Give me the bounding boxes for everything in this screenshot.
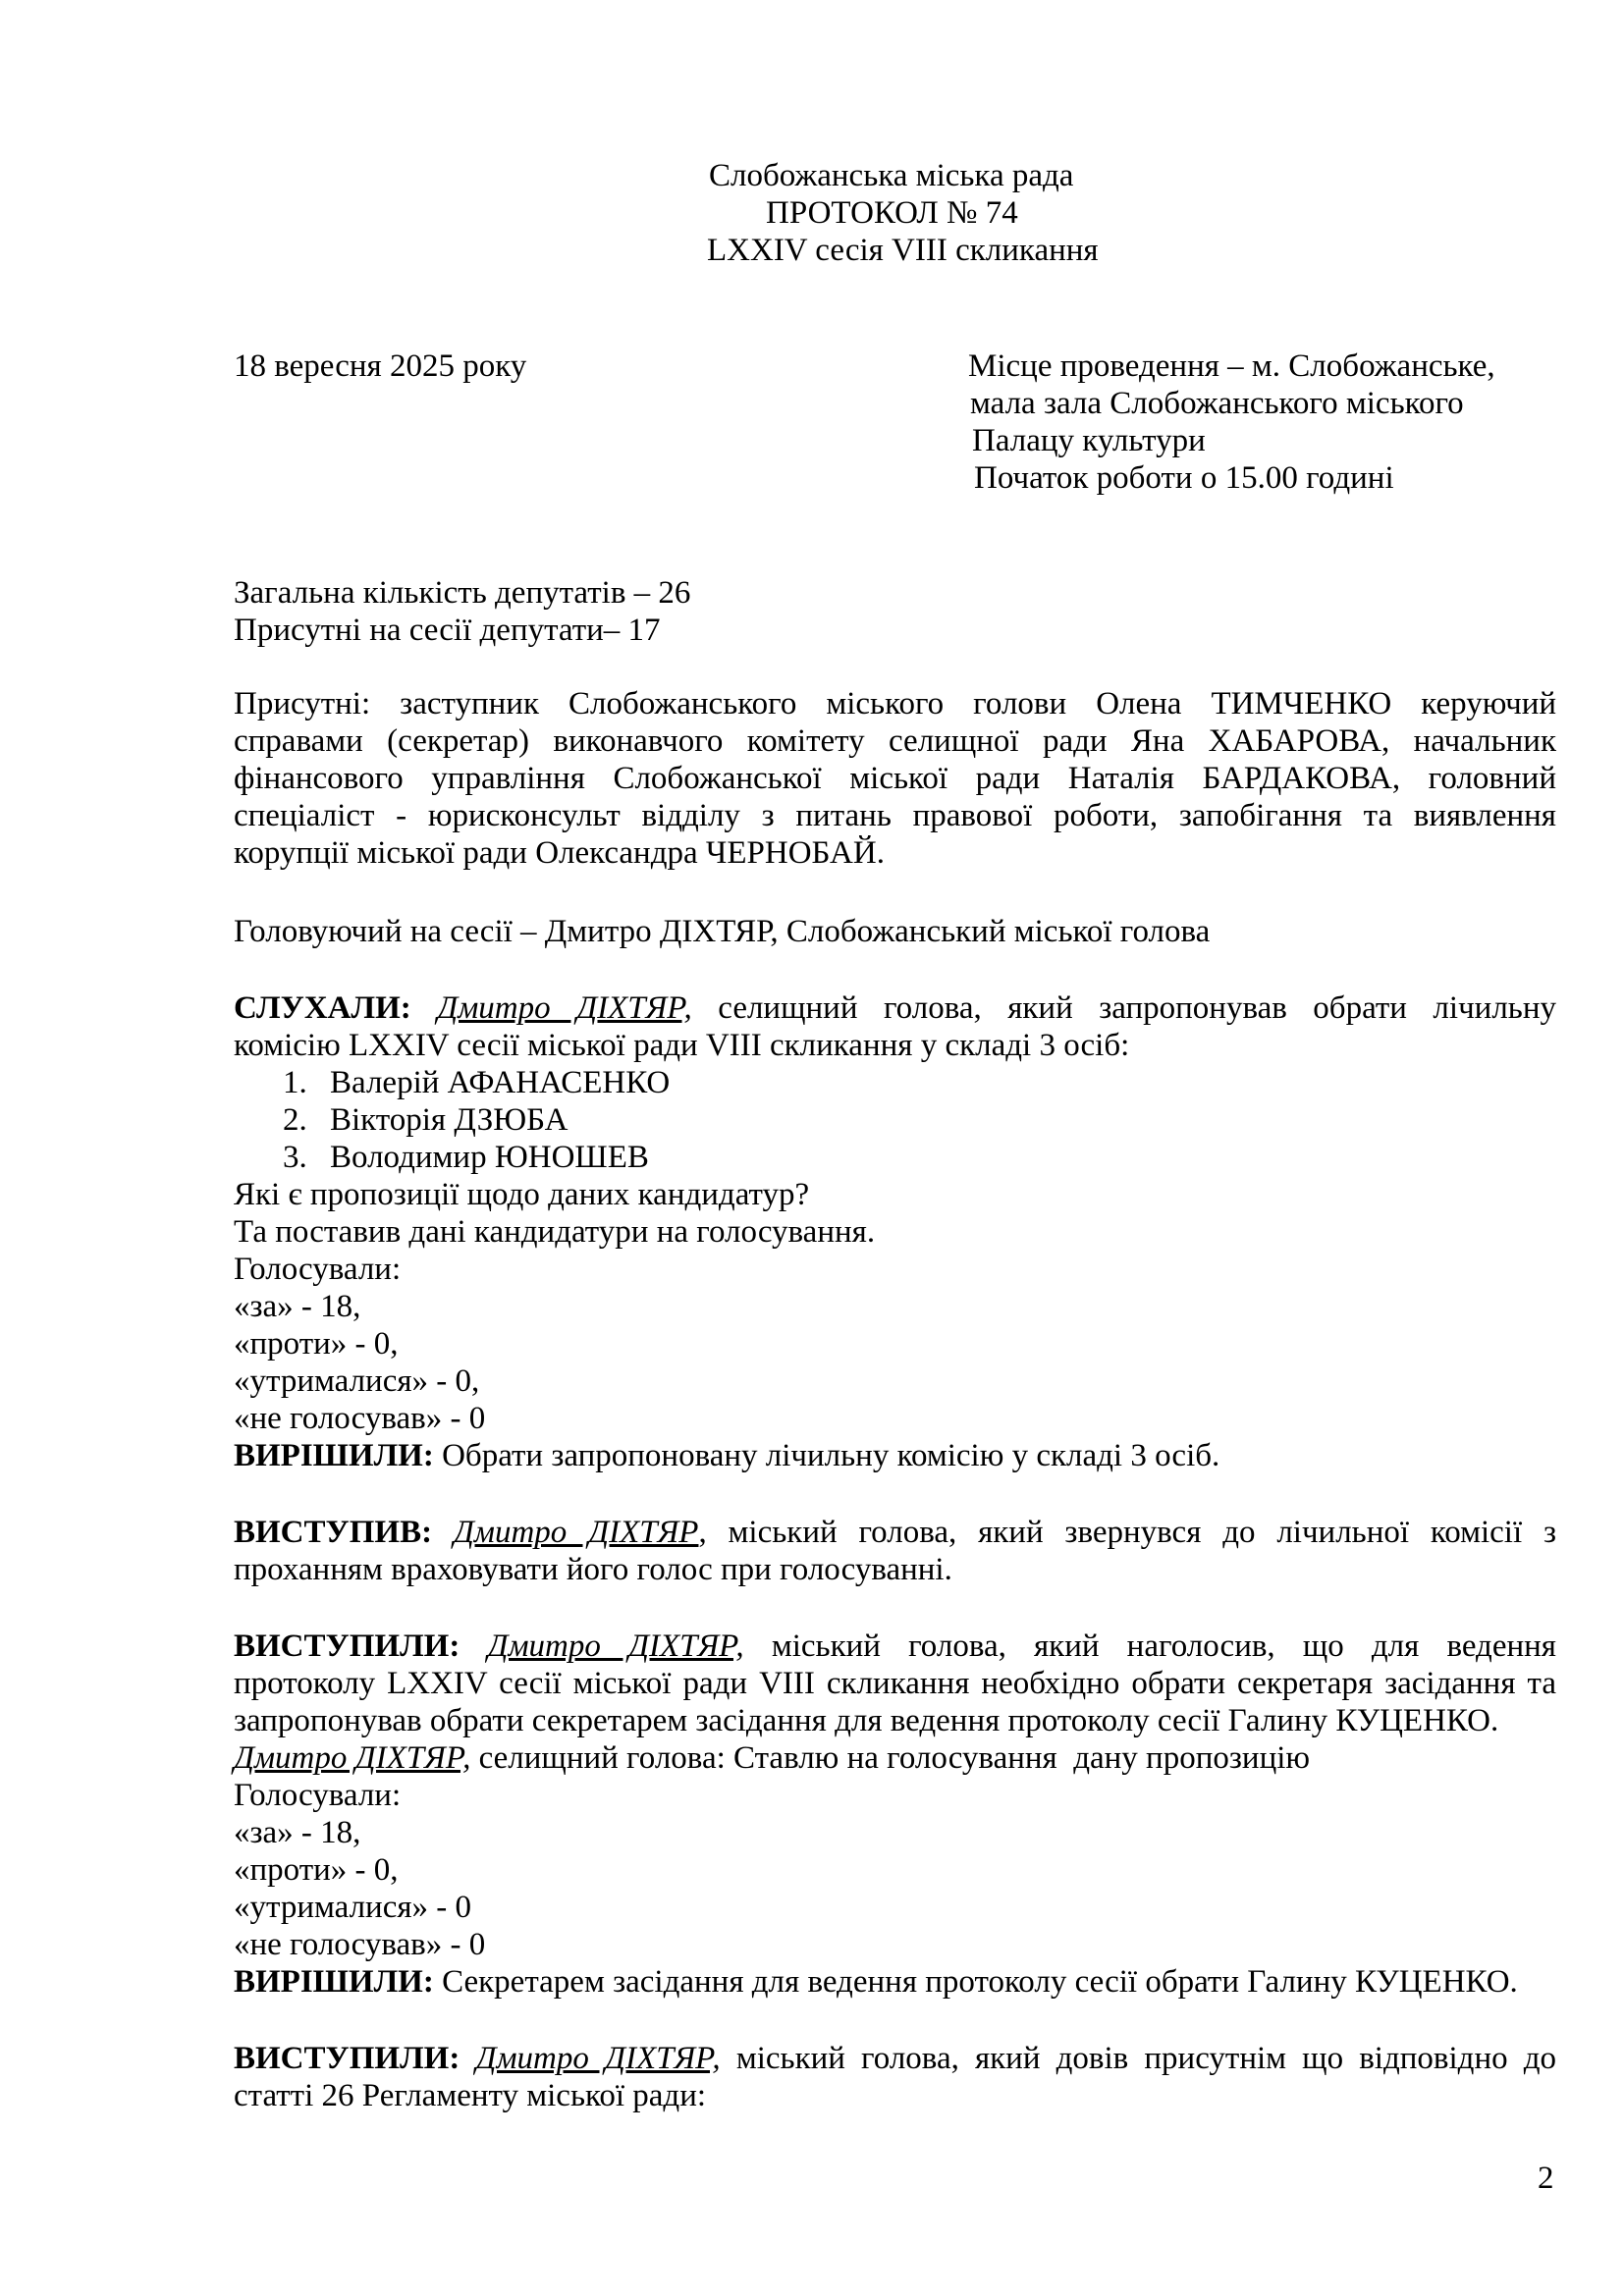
put-to-vote: Та поставив дані кандидатури на голосування. [234, 1214, 876, 1250]
item3-line-4 [234, 1739, 1310, 1777]
speaker-name: Дмитро ДІХТЯР, [437, 990, 692, 1026]
vote-not-voted: «не голосував» - 0 [234, 1927, 486, 1962]
vote-abstained: «утрималися» - 0 [234, 1890, 472, 1925]
item3-text: міський голова, який наголосив, що для ведення [771, 1629, 1556, 1664]
decided-keyword: ВИРІШИЛИ: [234, 1438, 434, 1473]
item1-text: селищний голова, який запропонував обрати лічильну [718, 990, 1557, 1026]
vote-for: «за» - 18, [234, 1289, 361, 1324]
protocol-title: ПРОТОКОЛ № 74 [766, 195, 1018, 231]
item4-line-1 [234, 2040, 1556, 2077]
voted-label: Голосували: [234, 1778, 402, 1813]
speaker-name: Дмитро ДІХТЯР, [234, 1740, 471, 1776]
speaker-name: Дмитро ДІХТЯР, [475, 2041, 721, 2076]
present-guests-line-3: фінансового управління Слобожанської міської ради Наталія БАРДАКОВА, головний [234, 761, 1556, 796]
candidate-number-2: 2. [283, 1102, 307, 1138]
item3-line-3: запропонував обрати секретарем засідання для ведення протоколу сесії Галину КУЦЕНКО. [234, 1703, 1499, 1738]
item3-decision [234, 1963, 1518, 2001]
start-time: Початок роботи о 15.00 годині [974, 460, 1394, 496]
page-number: 2 [1538, 2161, 1554, 2196]
decision-text: Обрати запропоновану лічильну комісію у складі 3 осіб. [442, 1438, 1220, 1473]
present-guests-line-2: справами (секретар) виконавчого комітету селищної ради Яна ХАБАРОВА, начальник [234, 723, 1556, 759]
speaker-name: Дмитро ДІХТЯР, [487, 1629, 744, 1664]
item2-line-1 [234, 1514, 1556, 1551]
meeting-date: 18 вересня 2025 року [234, 348, 527, 384]
vote-not-voted: «не голосував» - 0 [234, 1401, 486, 1436]
spoke-keyword: ВИСТУПИВ: [234, 1515, 433, 1550]
item4-line-2: статті 26 Регламенту міської ради: [234, 2078, 707, 2113]
spoke-keyword: ВИСТУПИЛИ: [234, 1629, 460, 1664]
present-guests-line-4: спеціаліст - юрисконсульт відділу з питань правової роботи, запобігання та виявлення [234, 798, 1556, 833]
spoke-keyword: ВИСТУПИЛИ: [234, 2041, 460, 2076]
vote-for: «за» - 18, [234, 1815, 361, 1850]
candidate-name-1: Валерій АФАНАСЕНКО [330, 1065, 671, 1100]
present-guests-line-1 [234, 685, 1556, 722]
item3-line-1 [234, 1628, 1556, 1665]
present-guests-line-5: корупції міської ради Олександра ЧЕРНОБАЙ. [234, 835, 885, 871]
item1-line-2: комісію LXXIV сесії міської ради VIII скликання у складі 3 осіб: [234, 1028, 1130, 1063]
decided-keyword: ВИРІШИЛИ: [234, 1964, 434, 2000]
present-deputies: Присутні на сесії депутати– 17 [234, 613, 661, 648]
session-title: LXXIV сесія VIII скликання [707, 233, 1099, 268]
item2-text [454, 1515, 1556, 1550]
item2-line-2: проханням враховувати його голос при голосуванні. [234, 1552, 952, 1587]
present-label: Присутні: [234, 686, 371, 721]
item2-text-rest: , міський голова, який звернувся до лічильної комісії з [698, 1515, 1557, 1550]
voted-label: Голосували: [234, 1252, 402, 1287]
item1-decision [234, 1437, 1219, 1474]
session-chair: Головуючий на сесії – Дмитро ДІХТЯР, Слобожанський міської голова [234, 914, 1211, 949]
total-deputies: Загальна кількість депутатів – 26 [234, 575, 691, 611]
speaker-name: Дмитро ДІХТЯР [453, 1515, 699, 1550]
candidate-number-3: 3. [283, 1140, 307, 1175]
meeting-place-line-2: мала зала Слобожанського міського [970, 386, 1464, 421]
item4-text: міський голова, який довів присутнім що відповідно до [735, 2041, 1557, 2076]
vote-against: «проти» - 0, [234, 1852, 399, 1888]
vote-abstained: «утрималися» - 0, [234, 1363, 480, 1399]
meeting-place-line-3: Палацу культури [972, 423, 1206, 458]
candidate-name-2: Вікторія ДЗЮБА [330, 1102, 568, 1138]
proposals-question: Які є пропозиції щодо даних кандидатур? [234, 1177, 810, 1212]
present-guests-text: заступник Слобожанського міського голови Олена ТИМЧЕНКО керуючий [400, 686, 1557, 721]
council-name: Слобожанська міська рада [709, 158, 1074, 193]
vote-against: «проти» - 0, [234, 1326, 399, 1362]
candidate-name-3: Володимир ЮНОШЕВ [330, 1140, 649, 1175]
item1-line-1 [234, 989, 1556, 1027]
item3-line-2: протоколу LXXIV сесії міської ради VIII скликання необхідно обрати секретаря засідання та [234, 1666, 1556, 1701]
candidate-number-1: 1. [283, 1065, 307, 1100]
meeting-place-line-1: Місце проведення – м. Слобожанське, [968, 348, 1495, 384]
decision-text: Секретарем засідання для ведення протоколу сесії обрати Галину КУЦЕНКО. [442, 1964, 1518, 2000]
heard-keyword: СЛУХАЛИ: [234, 990, 411, 1026]
item3-vote-call: селищний голова: Ставлю на голосування дану пропозицію [470, 1740, 1311, 1776]
